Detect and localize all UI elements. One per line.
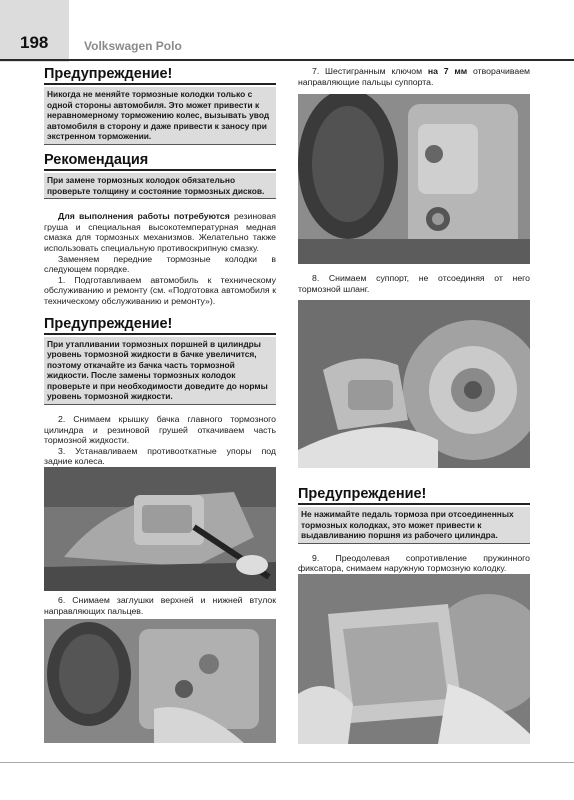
left-column [44,66,276,499]
warning-box: При утапливании тормозных поршней в цилиндры уровень тормозной жидкости в бачке увеличится, поэтому откачайте из бачка часть тормозной жидкости. После замены тормозных колодок проверьте и при необходимости доведите до нормы уровень тормозной жидкости. [44,337,276,406]
right-column-step8 [298,273,530,294]
step-3: 3. Устанавливаем противооткатные упоры под задние колеса. [44,445,276,467]
step-9: 9. Преодолевая сопротивление пружинного фиксатора, снимаем наружную тормозную колодку. [298,552,530,574]
step-8: 8. Снимаем суппорт, не отсоединяя от него тормозной шланг. [298,273,530,294]
recommendation-title: Рекомендация [44,152,276,171]
warning-box: Не нажимайте педаль тормоза при отсоединенных тормозных колодках, это может привести к выдавливанию поршня из рабочего цилиндра. [298,507,530,544]
right-column-warning [298,486,530,574]
warning-title: Предупреждение! [298,486,530,505]
book-title: Volkswagen Polo [84,39,182,53]
step-7-bold: на 7 мм [427,66,468,76]
recommendation-box: При замене тормозных колодок обязательно проверьте толщину и состояние тормозных дисков. [44,173,276,199]
step-7-pre: 7. Шестигранным ключом [312,66,428,76]
right-column [298,66,530,87]
photo-caliper-removed-disc [298,300,530,468]
warning-title: Предупреждение! [44,316,276,335]
step-2: 2. Снимаем крышку бачка главного тормозного цилиндра и резиновой грушей откачиваем часть тормозной жидкости. [44,414,276,446]
photo-hex-key-guide-pins [298,94,530,264]
step-7-post: отворачиваем направляющие пальцы суппорта. [298,66,531,87]
step-7 [298,66,530,87]
page-number: 198 [20,33,49,52]
left-column-lower [44,595,276,616]
footer-rule [0,762,574,763]
step-6: 6. Снимаем заглушки верхней и нижней втулок направляющих пальцев. [44,595,276,616]
tools-rest: резиновая груша и специальная высокотемпературная медная смазка для тормозных механизмов. Желательно также использовать специальную противоскрипную смазку. [44,211,276,253]
photo-bushing-plugs [44,619,276,743]
warning-box: Никогда не меняйте тормозные колодки только с одной стороны автомобиля. Это может привести к неравномерному торможению колес, вызывать увод автомобиля в сторону и даже привести к заносу при экстренном торможении. [44,87,276,145]
warning-title: Предупреждение! [44,66,276,85]
photo-screwdriver-caliper [44,467,276,591]
header-rule [0,59,574,61]
tools-paragraph [44,211,276,253]
step-1: 1. Подготавливаем автомобиль к техническому обслуживанию и ремонту (см. «Подготовка автомобиля к техническому обслуживанию и ремонту»). [44,274,276,306]
tools-bold: Для выполнения работы потребуются [58,211,230,222]
order-paragraph: Заменяем передние тормозные колодки в следующем порядке. [44,253,276,275]
photo-removing-outer-pad [298,574,530,744]
